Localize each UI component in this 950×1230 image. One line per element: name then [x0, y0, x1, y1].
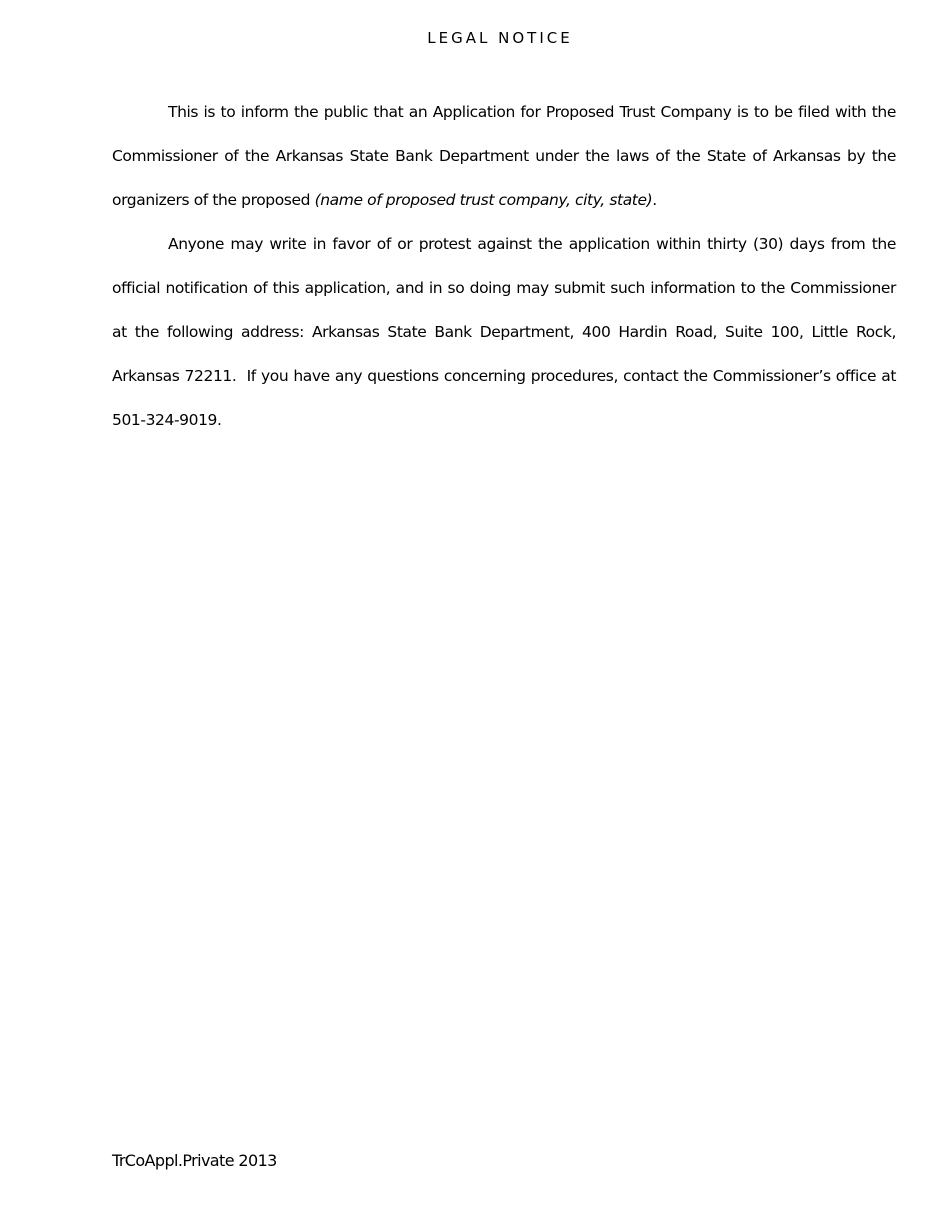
placeholder-text: (name of proposed trust company, city, state) — [314, 191, 653, 209]
paragraph-2: Anyone may write in favor of or protest against the application within thirty (30) days from the official notification of this application, and in so doing may submit such information to the Commissioner at the following address: Arkansas State Bank Department, 400 Hardin Road, Suite 100, Little Rock, Arkansas 72211. If you have any questions concerning procedures, contact the Commissioner’s office at 501-324-9019. — [112, 235, 901, 429]
paragraph-1-end: . — [652, 191, 657, 209]
paragraph-1-text: This is to inform the public that an Application for Proposed Trust Company is to be filed with the Commissioner of the Arkansas State Bank Department under the laws of the State of Arkansas by the organizers of the proposed — [112, 103, 896, 209]
document-title: LEGAL NOTICE — [427, 29, 573, 47]
paragraph-1 — [112, 90, 896, 222]
footer-text: TrCoAppl.Private 2013 — [112, 1151, 277, 1170]
notice-body — [112, 90, 901, 442]
